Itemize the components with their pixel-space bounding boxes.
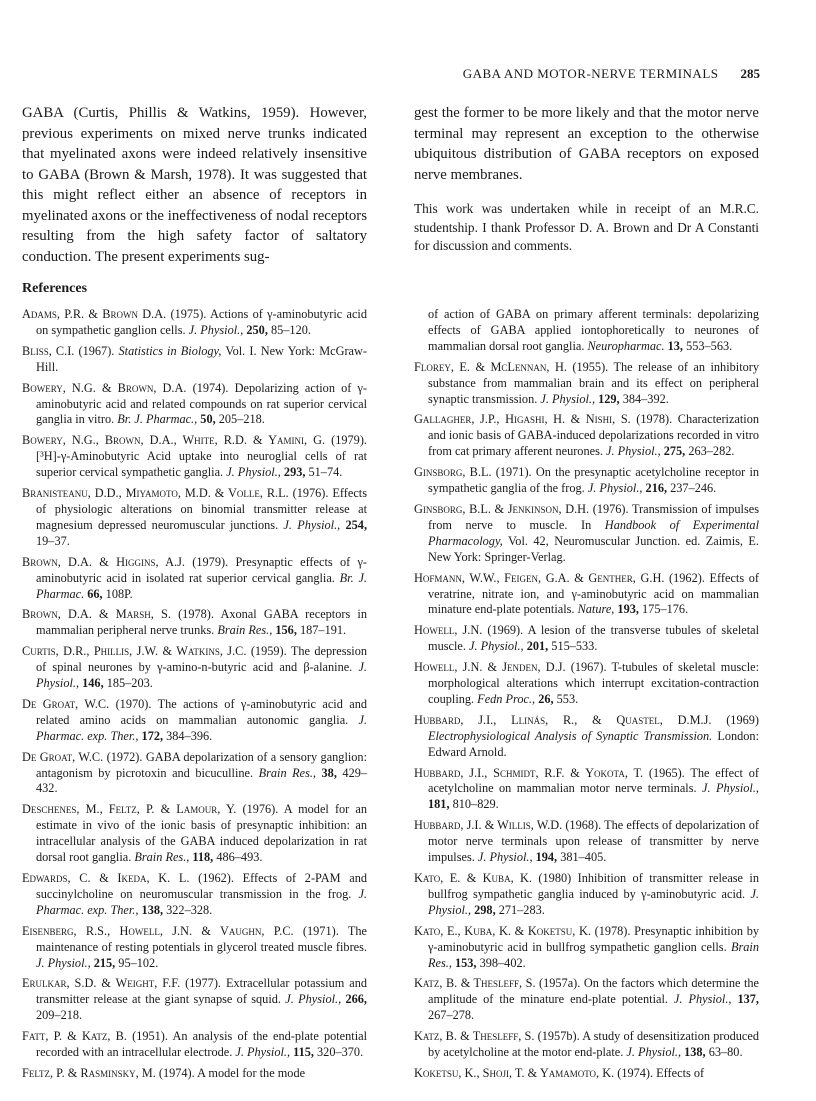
ref-authors: Adams, P.R. & Brown D.A.	[22, 307, 167, 321]
ref-pages: 429–432.	[36, 765, 368, 796]
reference-entry	[22, 381, 367, 429]
ref-year: (1955).	[566, 359, 609, 374]
ref-title: Extracellular potassium and transmitter release at the giant synapse of squid.	[36, 976, 367, 1007]
ref-journal: J. Pharmac. exp. Ther.,	[36, 886, 367, 917]
reference-entry	[22, 644, 367, 692]
ref-title: Axonal GABA receptors in mammalian peripheral nerve trunks.	[36, 607, 367, 638]
ref-title: A model for the mode	[194, 1065, 306, 1080]
ref-authors: De Groat, W.C.	[22, 749, 104, 764]
ref-pages: 267–278.	[428, 1008, 475, 1023]
ref-journal: J. Physiol.,	[223, 465, 281, 480]
ref-authors: Erulkar, S.D. & Weight, F.F.	[22, 976, 181, 991]
ref-volume: 275,	[660, 444, 686, 459]
ref-title: The maintenance of resting potentials in glycerol treated muscle fibres.	[36, 923, 367, 954]
reference-entry	[414, 571, 759, 619]
reference-entry	[22, 924, 367, 972]
ref-pages: Vol. I. New York: McGraw-Hill.	[36, 343, 367, 374]
ref-pages: 384–396.	[163, 728, 213, 743]
ref-volume: 298,	[471, 902, 496, 917]
ref-pages: 271–283.	[495, 902, 545, 917]
ref-authors: Hubbard, J.I., Schmidt, R.F. & Yokota, T.	[414, 765, 644, 780]
ref-title: The effect of acetylcholine on mammalian motor nerve terminals.	[428, 765, 759, 796]
ref-pages: 553–563.	[683, 338, 733, 353]
ref-authors: Edwards, C. & Ikeda, K. L.	[22, 871, 190, 885]
ref-journal: Br. J. Pharmac.,	[114, 412, 198, 427]
reference-entry	[22, 976, 367, 1024]
reference-entry	[414, 1029, 759, 1061]
ref-year: (1970).	[109, 696, 152, 711]
ref-volume: 250,	[243, 322, 268, 337]
ref-volume: 216,	[642, 481, 668, 496]
ref-volume: 172,	[138, 728, 164, 743]
ref-journal: J. Physiol.,	[232, 1045, 291, 1060]
reference-entry	[22, 697, 367, 745]
ref-title: The release of an inhibitory substance from mammalian brain and its effect on peripheral synaptic transmission.	[428, 359, 759, 406]
ref-volume: 129,	[595, 391, 620, 406]
ref-volume: 138,	[681, 1045, 706, 1060]
body-right-column	[414, 103, 759, 256]
ref-volume: 293,	[280, 465, 306, 480]
ref-journal: Handbook of Experimental Pharmacology,	[428, 517, 759, 548]
ref-journal: J. Physiol.,	[537, 391, 596, 406]
ref-title: Presynaptic inhibition by γ-aminobutyric acid in bullfrog sympathetic ganglion cells.	[428, 923, 760, 954]
ref-authors: Brown, D.A. & Higgins, A.J.	[22, 554, 185, 569]
ref-journal: Electrophysiological Analysis of Synaptic Transmission.	[428, 728, 713, 743]
ref-journal: J. Physiol.,	[36, 955, 91, 970]
ref-title: The actions of γ-aminobutyric acid and related amino acids on mammalian autonomic ganglia.	[36, 696, 367, 727]
ref-pages: 322–328.	[163, 902, 213, 917]
ref-journal: J. Physiol.,	[185, 322, 244, 337]
ref-authors: Hubbard, J.I. & Willis, W.D.	[414, 818, 563, 833]
ref-journal: Nature,	[574, 602, 615, 617]
ref-pages: 175–176.	[638, 602, 689, 617]
ref-journal: J. Physiol.,	[584, 481, 643, 496]
ref-volume: 215,	[90, 955, 116, 970]
reference-entry	[22, 607, 367, 639]
ref-volume: 66,	[84, 586, 103, 601]
ref-pages: 185–203.	[103, 676, 153, 691]
ref-year: (1975).	[166, 307, 207, 321]
ref-year: (1957b).	[534, 1029, 580, 1044]
ref-pages: 515–533.	[548, 639, 598, 654]
ref-pages: 810–829.	[449, 797, 499, 812]
ref-title: Depolarizing action of γ-aminobutyric acid and related compounds on rat superior cervical ganglia in vitro.	[36, 380, 368, 427]
ref-journal: J. Pharmac. exp. Ther.,	[36, 712, 368, 743]
ref-title: [³H]-γ-Aminobutyric Acid uptake into neuroglial cells of rat superior cervical sympathetic ganglia.	[36, 449, 367, 480]
references-heading: References	[22, 281, 88, 296]
reference-entry	[22, 307, 367, 339]
ref-journal: Brain Res.,	[214, 623, 273, 638]
ref-year: (1962).	[189, 871, 234, 885]
ref-authors: Kato, E., Kuba, K. & Koketsu, K.	[414, 923, 591, 938]
ref-title: Effects of 2-PAM and succinylcholine on neuromuscular transmission in the frog.	[36, 871, 367, 901]
ref-year: (1951).	[126, 1029, 168, 1044]
ref-year: (1978).	[630, 412, 673, 427]
ref-authors: Hubbard, J.I., Llinás, R., & Quastel, D.M.J.	[414, 712, 712, 727]
ref-volume: 13,	[664, 338, 684, 353]
ref-journal: J. Physiol.,	[465, 639, 524, 654]
reference-entry	[22, 486, 367, 550]
ref-authors: Kato, E. & Kuba, K.	[414, 871, 533, 885]
ref-journal: Brain Res.,	[428, 939, 759, 970]
ref-journal: J. Physiol.,	[36, 660, 367, 691]
reference-entry	[414, 660, 759, 708]
ref-title: Inhibition of transmitter release in bullfrog sympathetic ganglia induced by γ-aminobutyric acid.	[428, 871, 759, 901]
reference-continuation	[414, 307, 759, 355]
ref-title: of action of GABA on primary afferent terminals: depolarizing effects of GABA applied iontophoretically to neurones of mammalian dorsal root ganglia.	[428, 307, 759, 353]
ref-authors: Ginsborg, B.L.	[414, 465, 492, 480]
ref-pages: 85–120.	[267, 322, 311, 337]
ref-journal: J. Physiol.,	[280, 992, 342, 1007]
ref-authors: De Groat, W.C.	[22, 696, 110, 711]
reference-entry	[414, 924, 759, 972]
reference-entry	[22, 871, 367, 919]
reference-entry	[22, 802, 367, 866]
ref-year: (1967).	[74, 343, 115, 358]
reference-entry	[414, 465, 759, 497]
ref-year: (1957a).	[535, 976, 581, 991]
ref-volume: 26,	[535, 691, 554, 706]
ref-pages: 209–218.	[36, 1008, 83, 1023]
ref-authors: Bowery, N.G. & Brown, D.A.	[22, 380, 187, 395]
ref-journal: Statistics in Biology,	[118, 343, 222, 358]
reference-entry	[22, 1029, 367, 1061]
ref-authors: Brown, D.A. & Marsh, S.	[22, 607, 171, 622]
ref-journal: Brain Res.,	[131, 850, 190, 865]
ref-pages: 63–80.	[705, 1045, 743, 1060]
body-paragraph-right: gest the former to be more likely and that the motor nerve terminal may represent an exception to the otherwise ubiquitous distribution of GABA receptors on exposed nerve membranes.	[414, 105, 759, 183]
ref-year: (1971).	[293, 923, 339, 938]
ref-journal: J. Physiol.,	[278, 517, 341, 532]
ref-title: Effects of veratrine, nitrate ion, and γ-aminobutyric acid on mammalian minature end-plate potentials.	[428, 570, 759, 617]
ref-volume: 254,	[340, 517, 368, 532]
reference-entry	[414, 623, 759, 655]
reference-entry	[22, 555, 367, 603]
ref-pages: 108P.	[102, 586, 133, 601]
body-paragraph-left: GABA (Curtis, Phillis & Watkins, 1959). However, previous experiments on mixed nerve trunks indicated that myelinated axons were indeed relatively insensitive to GABA (Brown & Marsh, 1978). It was suggested that this might reflect either an absence of receptors in myelinated axons or the ineffectiveness of nodal receptors resulting from the high safety factor of saltatory conduction. The present experiments sug-	[22, 105, 367, 265]
ref-authors: Florey, E. & McLennan, H.	[414, 359, 567, 374]
ref-pages: 263–282.	[685, 444, 735, 459]
ref-journal: J. Physiol.,	[602, 444, 661, 459]
reference-entry	[22, 1066, 367, 1082]
ref-authors: Katz, B. & Thesleff, S.	[414, 976, 536, 991]
ref-authors: Bliss, C.I.	[22, 343, 75, 358]
ref-volume: 146,	[79, 676, 104, 691]
ref-authors: Howell, J.N.	[414, 623, 483, 638]
ref-year: (1971).	[491, 465, 532, 480]
reference-entry	[414, 818, 759, 866]
ref-title: A study of desensitization produced by acetylcholine at the motor end-plate.	[428, 1029, 759, 1060]
ref-volume: 201,	[523, 639, 549, 654]
ref-title: Presynaptic effects of γ-aminobutyric acid in isolated rat superior cervical ganglia.	[36, 554, 368, 585]
ref-pages: 95–102.	[115, 955, 159, 970]
references-right-column	[414, 307, 759, 1087]
ref-authors: Eisenberg, R.S., Howell, J.N. & Vaughn, P.C.	[22, 923, 294, 938]
ref-journal: J. Physiol.,	[474, 850, 533, 865]
ref-authors: Gallagher, J.P., Higashi, H. & Nishi, S.	[414, 412, 631, 427]
reference-entry	[414, 412, 759, 460]
ref-journal: J. Physiol.,	[623, 1045, 682, 1060]
ref-title: The depression of spinal neurones by γ-amino-n-butyric acid and β-alanine.	[36, 644, 367, 675]
ref-year: (1976).	[288, 486, 329, 501]
ref-title: T-tubules of skeletal muscle: morphological alterations which interrupt excitation-contraction coupling.	[428, 660, 760, 706]
references-left-column	[22, 307, 367, 1087]
ref-journal: Br. J. Pharmac.	[36, 570, 367, 601]
reference-entry	[22, 344, 367, 376]
ref-pages: 187–191.	[296, 623, 347, 638]
ref-year: (1962).	[664, 570, 705, 585]
ref-year: (1969)	[711, 712, 759, 727]
ref-title: An analysis of the end-plate potential recorded with an intracellular electrode.	[36, 1029, 367, 1060]
ref-pages: Vol. 42, Neuromuscular Junction. ed. Zaimis, E. New York: Springer-Verlag.	[428, 533, 759, 564]
ref-year: (1974).	[186, 380, 229, 395]
ref-volume: 118,	[189, 850, 214, 865]
ref-volume: 115,	[290, 1045, 314, 1060]
ref-volume: 266,	[341, 992, 368, 1007]
reference-entry	[414, 766, 759, 814]
ref-year: (1977).	[180, 976, 221, 991]
reference-entry	[414, 360, 759, 408]
reference-entry	[22, 750, 367, 798]
acknowledgement: This work was undertaken while in receipt of an M.R.C. studentship. I thank Professor D. A. Brown and Dr A Constanti for discussion and comments.	[414, 201, 759, 254]
references-right-list	[414, 360, 759, 1082]
ref-volume: 156,	[272, 623, 297, 638]
ref-year: (1959).	[246, 644, 287, 659]
ref-volume: 181,	[428, 797, 450, 812]
ref-title: A model for an estimate in vivo of the ionic basis of presynaptic inhibition: an intracellular analysis of the GABA induced depolarization in rat dorsal root ganglia.	[36, 802, 367, 865]
ref-authors: Feltz, P. & Rasminsky, M.	[22, 1065, 156, 1080]
ref-authors: Fatt, P. & Katz, B.	[22, 1029, 127, 1044]
ref-year: (1976).	[236, 802, 279, 817]
ref-pages: 237–246.	[667, 481, 717, 496]
ref-authors: Koketsu, K., Shoji, T. & Yamamoto, K.	[414, 1065, 615, 1080]
reference-entry	[414, 976, 759, 1024]
ref-journal: J. Physiol.,	[428, 886, 759, 917]
ref-authors: Ginsborg, B.L. & Jenkinson, D.H.	[414, 501, 590, 516]
ref-year: (1979).	[325, 433, 367, 448]
ref-authors: Branisteanu, D.D., Miyamoto, M.D. & Volle, R.L.	[22, 486, 289, 501]
ref-title: Effects of	[653, 1065, 705, 1080]
ref-title: GABA depolarization of a sensory ganglion: antagonism by picrotoxin and bicuculline.	[36, 749, 367, 780]
ref-year: (1974).	[155, 1065, 195, 1080]
ref-title: On the presynaptic acetylcholine receptor in sympathetic ganglia of the frog.	[428, 465, 760, 496]
ref-authors: Deschenes, M., Feltz, P. & Lamour, Y.	[22, 802, 237, 817]
ref-title: On the factors which determine the amplitude of the minature end-plate potential.	[428, 976, 760, 1007]
ref-journal: Brain Res.,	[253, 765, 317, 780]
ref-journal: J. Physiol.,	[667, 992, 732, 1007]
ref-year: (1978).	[590, 923, 631, 938]
ref-year: (1978).	[170, 607, 214, 622]
ref-authors: Curtis, D.R., Phillis, J.W. & Watkins, J.C.	[22, 644, 247, 659]
reference-entry	[414, 871, 759, 919]
ref-year: (1969).	[482, 623, 524, 638]
reference-entry	[414, 713, 759, 761]
ref-pages: 486–493.	[213, 850, 263, 865]
ref-volume: 138,	[138, 902, 164, 917]
ref-authors: Howell, J.N. & Jenden, D.J.	[414, 660, 566, 675]
ref-pages: 398–402.	[476, 955, 526, 970]
ref-year: (1980)	[532, 871, 572, 885]
reference-entry	[414, 1066, 759, 1082]
page-number: 285	[740, 66, 760, 81]
reference-entry	[22, 433, 367, 481]
ref-authors: Hofmann, W.W., Feigen, G.A. & Genther, G.H.	[414, 570, 665, 585]
reference-entry	[414, 502, 759, 566]
running-header	[440, 66, 760, 82]
ref-authors: Katz, B. & Thesleff, S.	[414, 1029, 535, 1044]
ref-volume: 153,	[451, 955, 477, 970]
ref-title: A lesion of the transverse tubules of skeletal muscle.	[428, 623, 759, 654]
ref-volume: 137,	[731, 992, 759, 1007]
ref-pages: 553.	[553, 691, 579, 706]
ref-journal: Neuropharmac.	[584, 338, 665, 353]
ref-year: (1979).	[185, 554, 229, 569]
ref-year: (1974).	[614, 1065, 654, 1080]
ref-pages: 384–392.	[619, 391, 669, 406]
ref-title: Actions of γ-aminobutyric acid on sympathetic ganglion cells.	[36, 307, 367, 337]
ref-year: (1976).	[589, 501, 629, 516]
ref-year: (1967).	[565, 660, 607, 675]
ref-pages: 51–74.	[305, 465, 343, 480]
ref-volume: 193,	[614, 602, 639, 617]
ref-volume: 50,	[197, 412, 216, 427]
ref-journal: J. Physiol.,	[696, 781, 759, 796]
ref-pages: 320–370.	[313, 1045, 364, 1060]
ref-year: (1972).	[103, 749, 143, 764]
ref-title: Characterization and ionic basis of GABA-induced depolarizations recorded in vitro from cat primary afferent neurones.	[428, 412, 759, 459]
ref-title: Transmission of impulses from nerve to muscle. In	[428, 501, 760, 532]
ref-volume: 38,	[316, 765, 337, 780]
ref-volume: 194,	[532, 850, 558, 865]
ref-pages: 205–218.	[215, 412, 265, 427]
ref-year: (1968).	[562, 818, 602, 833]
ref-authors: Bowery, N.G., Brown, D.A., White, R.D. & Yamini, G.	[22, 433, 326, 448]
body-left-column	[22, 103, 367, 267]
ref-title: Effects of physiologic alterations on binomial transmitter release at magnesium depressed neuromuscular junctions.	[36, 486, 367, 532]
ref-pages: London: Edward Arnold.	[428, 728, 759, 759]
ref-title: The effects of depolarization of motor nerve terminals upon release of transmitter by nerve impulses.	[428, 818, 759, 865]
ref-pages: 19–37.	[36, 533, 70, 548]
ref-pages: 381–405.	[557, 850, 607, 865]
running-title: GABA AND MOTOR-NERVE TERMINALS	[462, 66, 719, 81]
ref-year: (1965).	[643, 765, 685, 780]
ref-journal: Fedn Proc.,	[474, 691, 536, 706]
